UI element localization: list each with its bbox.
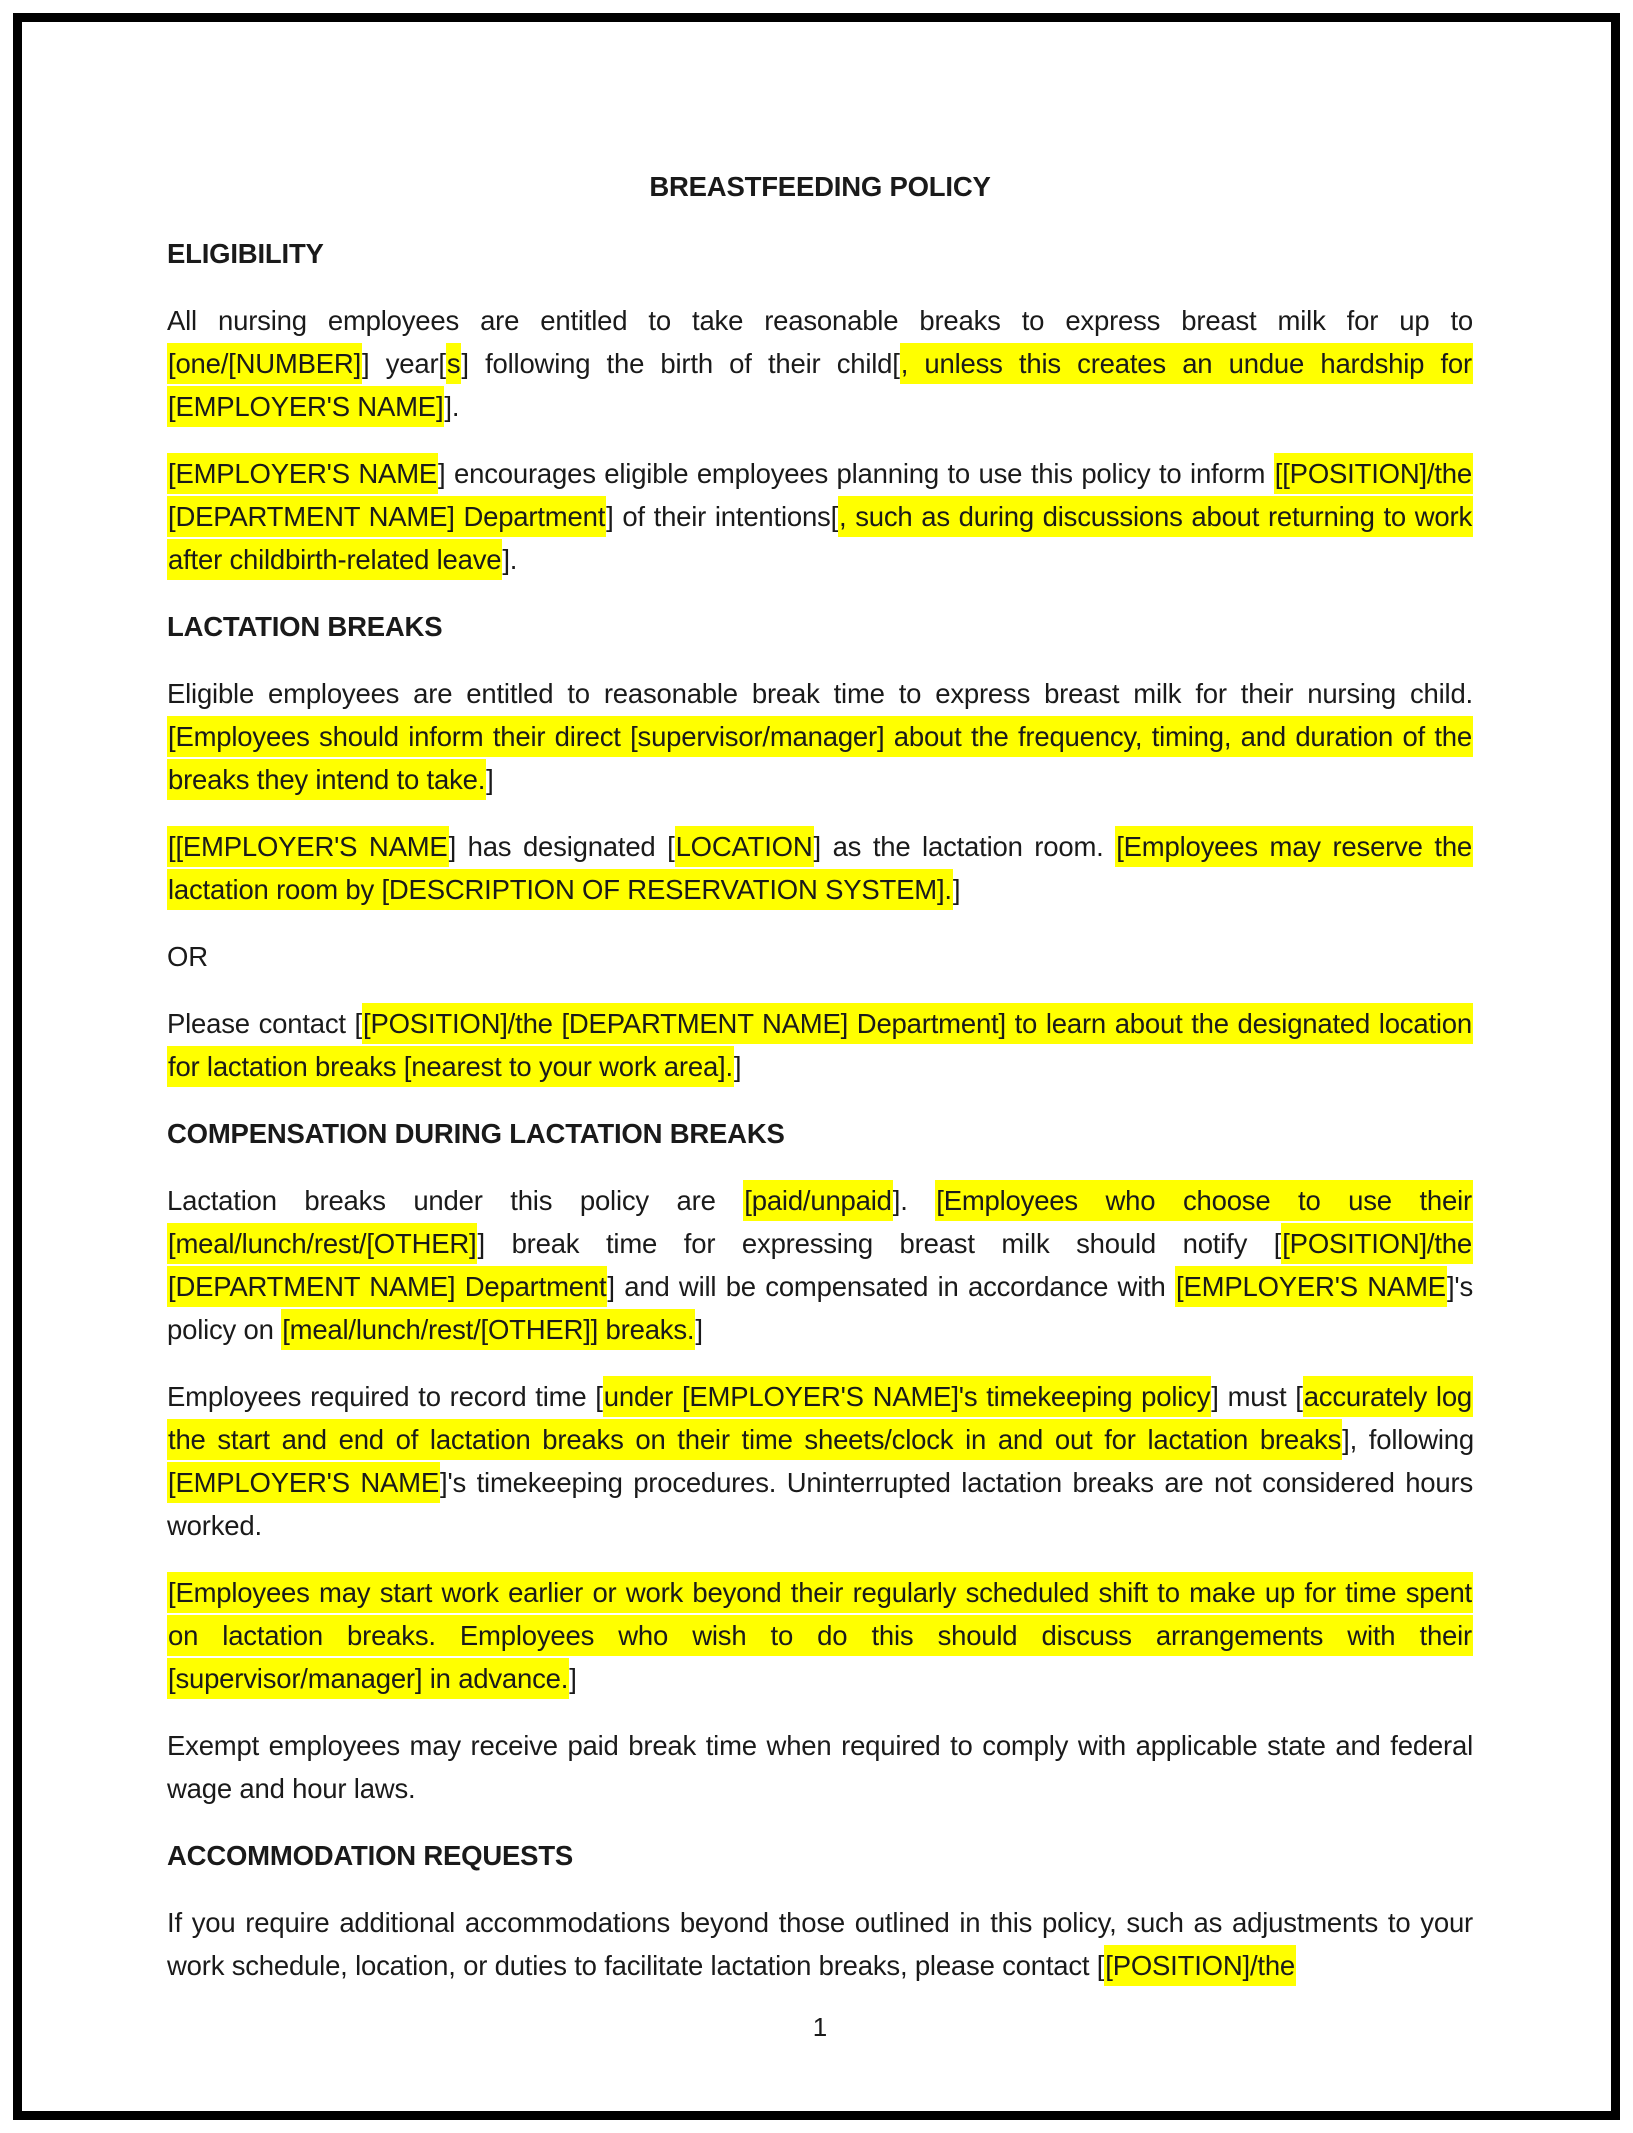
paragraph	[167, 672, 1473, 801]
highlighted-text: [paid/unpaid	[743, 1180, 892, 1221]
highlighted-text: [POSITION]/the	[1104, 1945, 1296, 1986]
text-segment: ] and will be compensated in accordance with	[607, 1271, 1176, 1302]
paragraph	[167, 1002, 1473, 1088]
highlighted-text: [Employees may reserve the lactation room by [DESCRIPTION OF RESERVATION SYSTEM].	[167, 826, 1473, 910]
section-heading-compensation-during-lactation-breaks: COMPENSATION DURING LACTATION BREAKS	[167, 1118, 785, 1149]
text-segment: ] must [	[1211, 1381, 1303, 1412]
section-heading-eligibility: ELIGIBILITY	[167, 238, 324, 269]
text-segment: ]'s policy on	[167, 1271, 1473, 1345]
page-number: 1	[812, 2012, 828, 2042]
highlighted-text: [EMPLOYER'S NAME	[167, 1462, 440, 1503]
text-segment: ] following the birth of their child[	[461, 348, 900, 379]
highlighted-text: [Employees should inform their direct [supervisor/manager] about the frequency, timing, and duration of the breaks they intend to take.	[167, 716, 1473, 800]
highlighted-text: [Employees who choose to use their [meal/lunch/rest/[OTHER]	[167, 1180, 1473, 1264]
text-segment: If you require additional accommodations beyond those outlined in this policy, such as adjustments to your work schedule, location, or duties to facilitate lactation breaks, please contact [	[167, 1907, 1473, 1981]
highlighted-text: [[POSITION]/the [DEPARTMENT NAME] Department	[167, 453, 1473, 537]
highlighted-text: under [EMPLOYER'S NAME]'s timekeeping policy	[603, 1376, 1212, 1417]
page-footer	[167, 2011, 1473, 2043]
text-segment: Eligible employees are entitled to reasonable break time to express breast milk for their nursing child.	[167, 678, 1473, 709]
text-segment: ]	[486, 764, 494, 795]
text-segment: ] has designated [	[448, 831, 675, 862]
highlighted-text: LOCATION	[675, 826, 814, 867]
paragraph	[167, 452, 1473, 581]
text-segment: Please contact [	[167, 1008, 362, 1039]
paragraph	[167, 1571, 1473, 1700]
text-segment: ]	[733, 1051, 742, 1082]
text-segment: All nursing employees are entitled to take reasonable breaks to express breast milk for up to	[167, 305, 1473, 336]
highlighted-text: , unless this creates an undue hardship for [EMPLOYER'S NAME]	[167, 343, 1473, 427]
text-segment: OR	[167, 941, 208, 972]
text-segment: Employees required to record time [	[167, 1381, 603, 1412]
text-segment: ].	[444, 391, 460, 422]
highlighted-text: [[EMPLOYER'S NAME	[167, 826, 449, 867]
paragraph	[167, 1375, 1473, 1547]
highlighted-text: [EMPLOYER'S NAME	[1175, 1266, 1447, 1307]
section-heading-accommodation-requests: ACCOMMODATION REQUESTS	[167, 1840, 574, 1871]
highlighted-text: [one/[NUMBER]	[167, 343, 362, 384]
paragraph	[167, 1179, 1473, 1351]
section-heading-lactation-breaks: LACTATION BREAKS	[167, 611, 443, 642]
paragraph	[167, 935, 1473, 978]
paragraph	[167, 299, 1473, 428]
document-title: BREASTFEEDING POLICY	[649, 171, 991, 202]
highlighted-text: [POSITION]/the [DEPARTMENT NAME] Department	[167, 1223, 1473, 1307]
text-segment: ] as the lactation room.	[813, 831, 1116, 862]
highlighted-text: [Employees may start work earlier or work beyond their regularly scheduled shift to make up for time spent on lactation breaks. Employees who wish to do this should discuss arrangements with their [supervisor/manager] in advance.	[167, 1572, 1473, 1699]
highlighted-text: [EMPLOYER'S NAME	[167, 453, 438, 494]
text-segment: ].	[892, 1185, 936, 1216]
highlighted-text: , such as during discussions about returning to work after childbirth-related leave	[167, 496, 1473, 580]
text-segment: ]'s timekeeping procedures. Uninterrupted lactation breaks are not considered hours worked.	[167, 1467, 1473, 1541]
text-segment: ] break time for expressing breast milk should notify [	[477, 1228, 1282, 1259]
text-segment: ] year[	[362, 348, 446, 379]
text-segment: ].	[502, 544, 518, 575]
text-segment: ] of their intentions[	[606, 501, 839, 532]
text-segment: Lactation breaks under this policy are	[167, 1185, 744, 1216]
text-segment: ]	[569, 1663, 577, 1694]
highlighted-text: s	[446, 343, 462, 384]
text-segment: ]	[695, 1314, 703, 1345]
text-segment: ]	[952, 874, 961, 905]
text-segment: ], following	[1342, 1424, 1474, 1455]
text-segment: Exempt employees may receive paid break time when required to comply with applicable state and federal wage and hour laws.	[167, 1730, 1473, 1804]
highlighted-text: accurately log the start and end of lactation breaks on their time sheets/clock in and out for lactation breaks	[167, 1376, 1473, 1460]
paragraph	[167, 1901, 1473, 1987]
document-content	[167, 165, 1473, 2011]
text-segment: ] encourages eligible employees planning to use this policy to inform	[438, 458, 1274, 489]
highlighted-text: [POSITION]/the [DEPARTMENT NAME] Department] to learn about the designated location for lactation breaks [nearest to your work area].	[167, 1003, 1473, 1087]
paragraph	[167, 825, 1473, 911]
paragraph	[167, 1724, 1473, 1810]
highlighted-text: [meal/lunch/rest/[OTHER]] breaks.	[281, 1309, 695, 1350]
